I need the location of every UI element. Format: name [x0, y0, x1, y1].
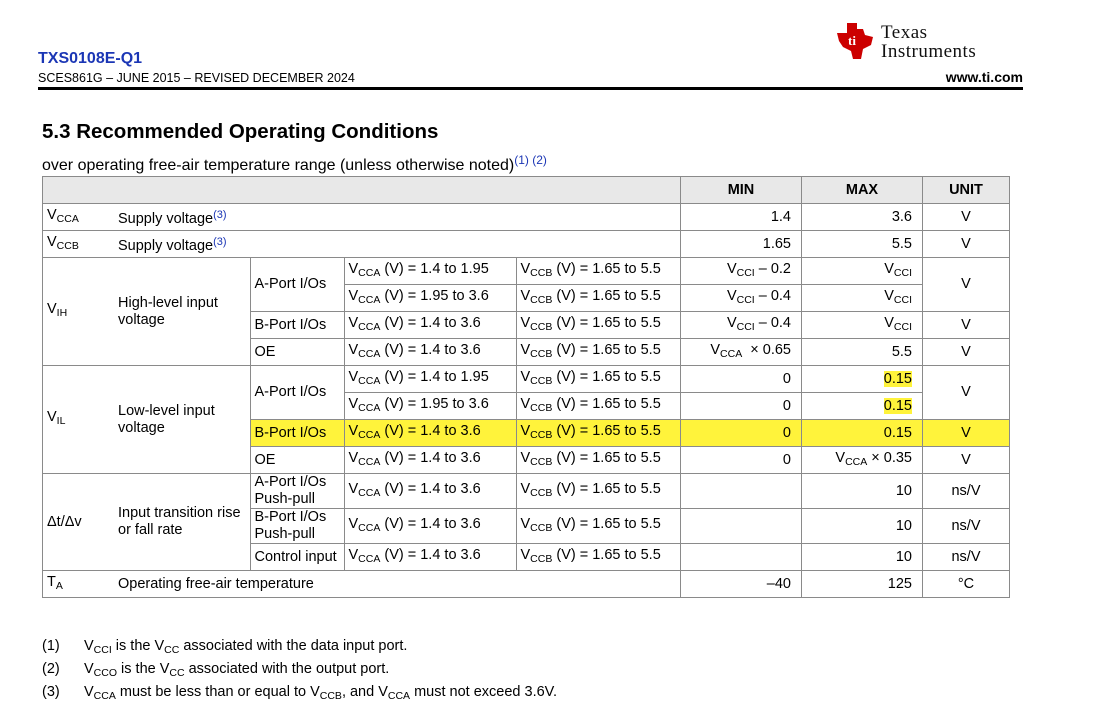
vccb-cond: $V_{CCB}$ (V) = 1.65 to 5.5	[516, 509, 681, 544]
unit-value: V	[923, 231, 1010, 258]
vccb-cond: $V_{CCB}$ (V) = 1.65 to 5.5	[516, 258, 681, 285]
unit-value: ns/V	[923, 474, 1010, 509]
port-cell: Control input	[250, 544, 344, 571]
symbol-vih: $V_{IH}$	[43, 258, 115, 366]
min-value	[681, 544, 802, 571]
vccb-cond: $V_{CCB}$ (V) = 1.65 to 5.5	[516, 393, 681, 420]
vccb-cond: $V_{CCB}$ (V) = 1.65 to 5.5	[516, 420, 681, 447]
min-value: 1.65	[681, 231, 802, 258]
vcca-cond: $V_{CCA}$ (V) = 1.4 to 3.6	[344, 474, 516, 509]
param-dtdv: Input transition rise or fall rate	[114, 474, 250, 571]
table-row	[43, 231, 1010, 258]
unit-value: V	[923, 204, 1010, 231]
texas-instruments-logo	[833, 19, 1023, 69]
symbol-vccb: $V_{CCB}$	[43, 231, 115, 258]
vccb-cond: $V_{CCB}$ (V) = 1.65 to 5.5	[516, 312, 681, 339]
table-row	[43, 571, 1010, 598]
min-value: 0	[681, 420, 802, 447]
unit-value: V	[923, 366, 1010, 420]
param-vcca: Supply voltage$^{(3)}$	[114, 204, 681, 231]
min-value: $V_{CCI} - 0.4$	[681, 312, 802, 339]
unit-value: V	[923, 447, 1010, 474]
vccb-cond: $V_{CCB}$ (V) = 1.65 to 5.5	[516, 366, 681, 393]
vccb-cond: $V_{CCB}$ (V) = 1.65 to 5.5	[516, 447, 681, 474]
max-value: 5.5	[802, 231, 923, 258]
min-value: $V_{CCI} - 0.2$	[681, 258, 802, 285]
max-value: 0.15	[802, 366, 923, 393]
min-value: 1.4	[681, 204, 802, 231]
min-value: $V_{CCI} - 0.4$	[681, 285, 802, 312]
unit-value: V	[923, 339, 1010, 366]
vcca-cond: $V_{CCA}$ (V) = 1.4 to 3.6	[344, 312, 516, 339]
vcca-cond: $V_{CCA}$ (V) = 1.4 to 1.95	[344, 366, 516, 393]
header-rule	[38, 87, 1023, 90]
footnotes	[42, 637, 557, 706]
port-cell: A-Port I/Os	[250, 258, 344, 312]
port-cell: OE	[250, 339, 344, 366]
max-value: 3.6	[802, 204, 923, 231]
symbol-ta: $T_A$	[43, 571, 115, 598]
max-value: $V_{CCI}$	[802, 258, 923, 285]
unit-value: °C	[923, 571, 1010, 598]
max-value: 0.15	[802, 420, 923, 447]
max-value: 10	[802, 474, 923, 509]
symbol-dtdv: Δt/Δv	[43, 474, 115, 571]
max-value: 125	[802, 571, 923, 598]
header-unit: UNIT	[923, 177, 1010, 204]
logo-text-instruments: Instruments	[881, 41, 977, 62]
max-value: $V_{CCA} \times 0.35$	[802, 447, 923, 474]
port-cell: B-Port I/Os Push-pull	[250, 509, 344, 544]
footnote-1: (1) $V_{CCI}$ is the $V_{CC}$ associated with the data input port.	[42, 638, 408, 656]
table-header-row	[43, 177, 1010, 204]
operating-conditions-table	[42, 176, 1010, 598]
param-vil: Low-level input voltage	[114, 366, 250, 474]
table-row	[43, 474, 1010, 509]
section-title: 5.3 Recommended Operating Conditions	[42, 120, 439, 143]
vccb-cond: $V_{CCB}$ (V) = 1.65 to 5.5	[516, 474, 681, 509]
subtitle-footnote-refs[interactable]: (1) (2)	[514, 153, 547, 167]
vccb-cond: $V_{CCB}$ (V) = 1.65 to 5.5	[516, 544, 681, 571]
website-link[interactable]: www.ti.com	[945, 69, 1023, 85]
vcca-cond: $V_{CCA}$ (V) = 1.4 to 1.95	[344, 258, 516, 285]
min-value: 0	[681, 366, 802, 393]
vcca-cond: $V_{CCA}$ (V) = 1.4 to 3.6	[344, 339, 516, 366]
min-value: 0	[681, 447, 802, 474]
part-number[interactable]: TXS0108E-Q1	[38, 50, 143, 67]
header-min: MIN	[681, 177, 802, 204]
vcca-cond: $V_{CCA}$ (V) = 1.4 to 3.6	[344, 447, 516, 474]
svg-text:ti: ti	[848, 33, 856, 48]
unit-value: V	[923, 258, 1010, 312]
max-value: 10	[802, 509, 923, 544]
param-vccb: Supply voltage$^{(3)}$	[114, 231, 681, 258]
table-row	[43, 366, 1010, 393]
vcca-cond: $V_{CCA}$ (V) = 1.4 to 3.6	[344, 544, 516, 571]
vccb-cond: $V_{CCB}$ (V) = 1.65 to 5.5	[516, 285, 681, 312]
max-value: 5.5	[802, 339, 923, 366]
max-value: $V_{CCI}$	[802, 312, 923, 339]
unit-value: V	[923, 420, 1010, 447]
min-value: $V_{CCA} \times 0.65$	[681, 339, 802, 366]
vccb-cond: $V_{CCB}$ (V) = 1.65 to 5.5	[516, 339, 681, 366]
section-subtitle: over operating free-air temperature range (unless otherwise noted)$^{(1) (2)}$	[42, 153, 547, 174]
max-value: $V_{CCI}$	[802, 285, 923, 312]
max-value: 0.15	[802, 393, 923, 420]
doc-info: SCES861G – JUNE 2015 – REVISED DECEMBER 2024	[38, 71, 355, 85]
min-value: –40	[681, 571, 802, 598]
min-value	[681, 474, 802, 509]
min-value	[681, 509, 802, 544]
param-ta: Operating free-air temperature	[114, 571, 681, 598]
footnote-2: (2) $V_{CCO}$ is the $V_{CC}$ associated with the output port.	[42, 661, 390, 679]
port-cell: OE	[250, 447, 344, 474]
vcca-cond: $V_{CCA}$ (V) = 1.95 to 3.6	[344, 393, 516, 420]
header-max: MAX	[802, 177, 923, 204]
max-value: 10	[802, 544, 923, 571]
footnote-3: (3) $V_{CCA}$ must be less than or equal to $V_{CCB}$, and $V_{CCA}$ must not exceed 3.6V.	[42, 684, 558, 702]
port-cell: A-Port I/Os Push-pull	[250, 474, 344, 509]
unit-value: V	[923, 312, 1010, 339]
table-row	[43, 258, 1010, 285]
table-row	[43, 204, 1010, 231]
port-cell: B-Port I/Os	[250, 420, 344, 447]
param-vih: High-level input voltage	[114, 258, 250, 366]
port-cell: B-Port I/Os	[250, 312, 344, 339]
vcca-cond: $V_{CCA}$ (V) = 1.95 to 3.6	[344, 285, 516, 312]
unit-value: ns/V	[923, 544, 1010, 571]
unit-value: ns/V	[923, 509, 1010, 544]
ti-chip-icon	[833, 19, 877, 63]
vcca-cond: $V_{CCA}$ (V) = 1.4 to 3.6	[344, 509, 516, 544]
logo-text-texas: Texas	[881, 22, 928, 43]
port-cell: A-Port I/Os	[250, 366, 344, 420]
symbol-vil: $V_{IL}$	[43, 366, 115, 474]
min-value: 0	[681, 393, 802, 420]
symbol-vcca: $V_{CCA}$	[43, 204, 115, 231]
vcca-cond: $V_{CCA}$ (V) = 1.4 to 3.6	[344, 420, 516, 447]
